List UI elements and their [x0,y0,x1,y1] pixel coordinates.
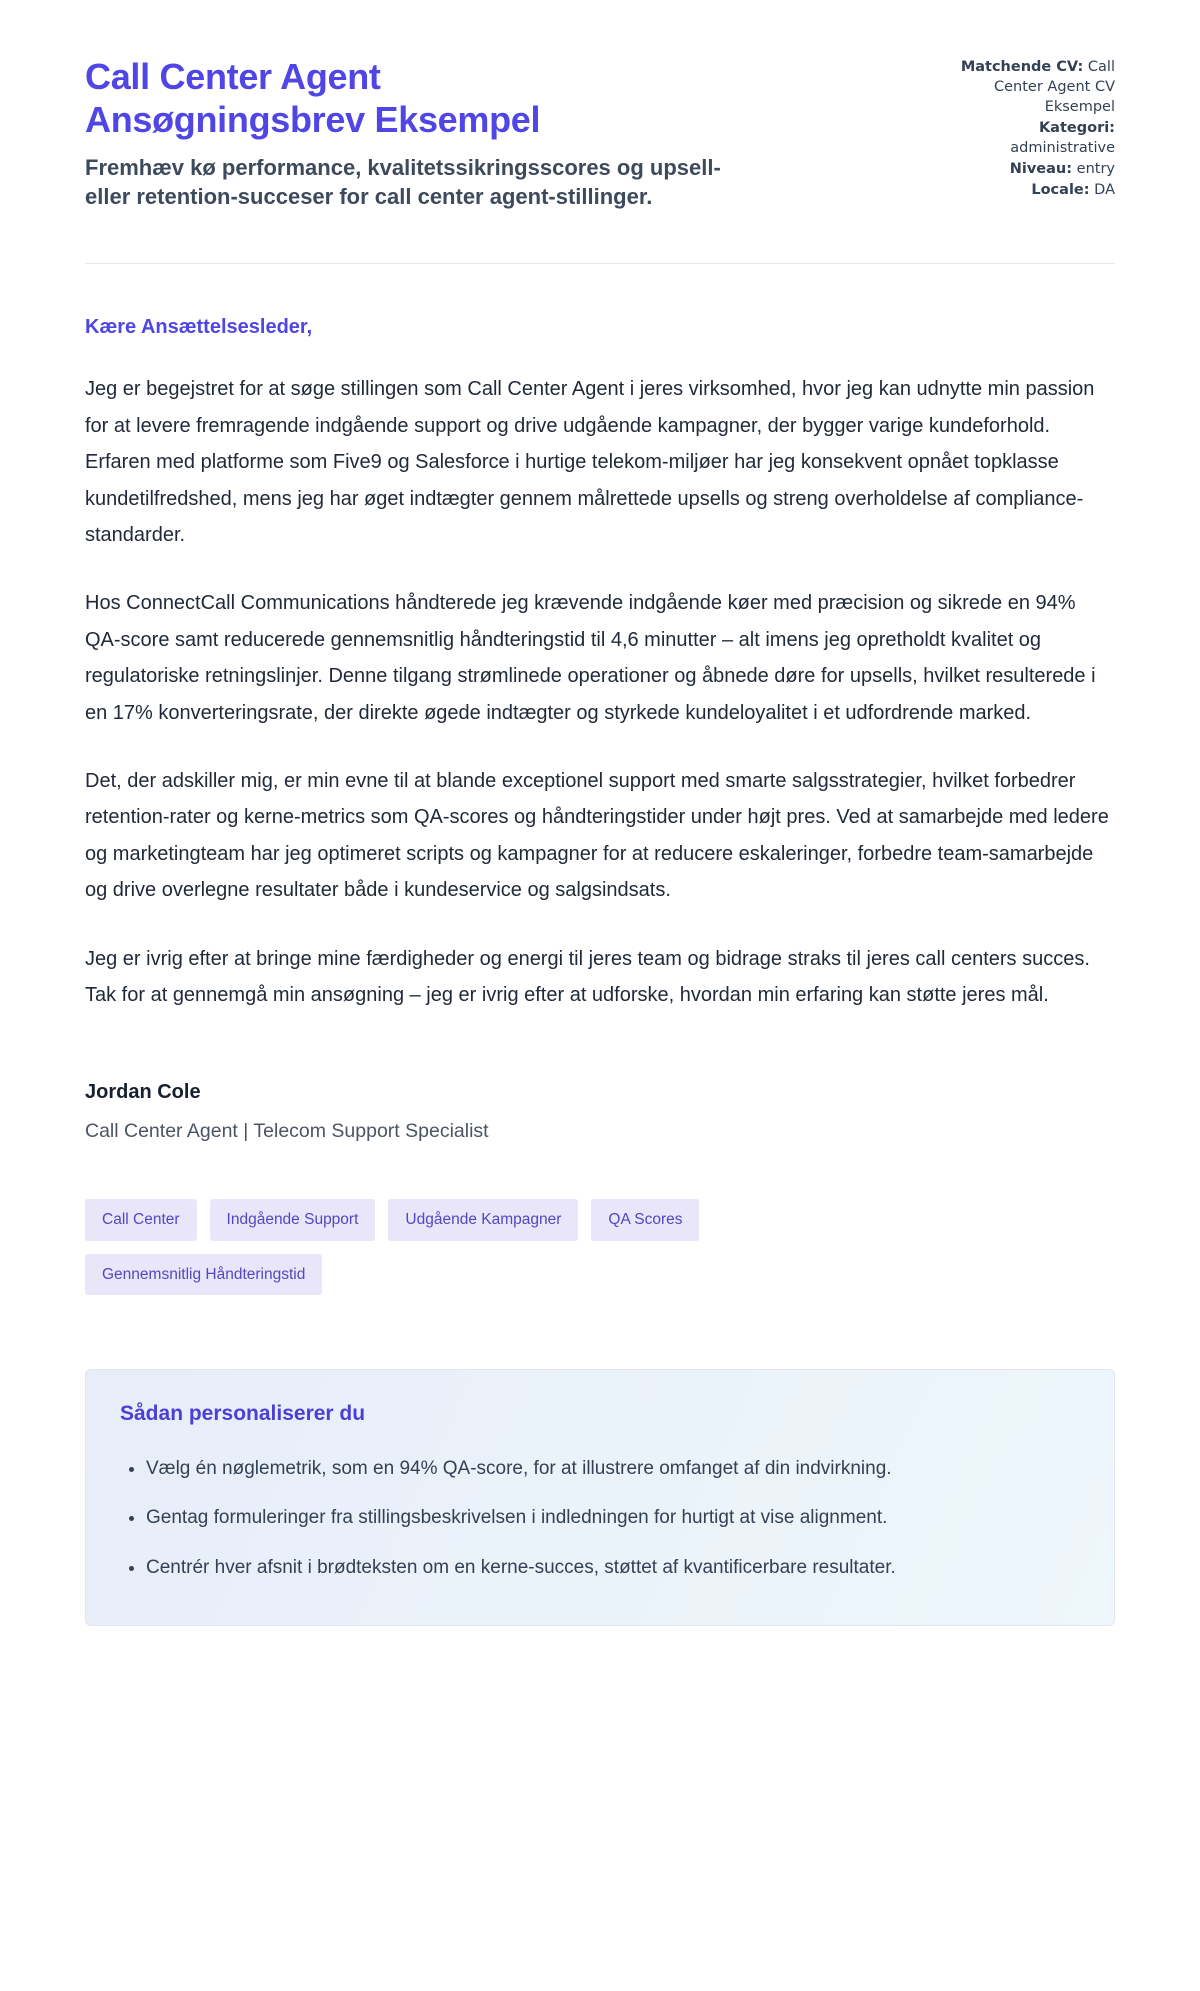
page-title-line-1: Call Center Agent [85,56,381,97]
tag-average-handle-time: Gennemsnitlig Håndteringstid [85,1254,322,1296]
tag-qa-scores: QA Scores [591,1199,699,1241]
meta-label: Kategori: [1038,120,1115,136]
tips-item: • Centrér hver afsnit i brødteksten om en kerne-succes, støttet af kvantificerbare resultater. [146,1551,1080,1585]
letter-paragraph: Jeg er ivrig efter at bringe mine færdigheder og energi til jeres team og bidrage straks til jeres call centers succes. Tak for at gennemgå min ansøgning – jeg er ivrig efter at udforske, hvordan min erfaring kan støtte jeres mål. [85,947,1090,1006]
page-subtitle: Fremhæv kø performance, kvalitetssikringsscores og upsell- eller retention-succeser for call center agent-stillinger. [85,155,721,210]
letter-paragraph: Det, der adskiller mig, er min evne til at blande exceptionel support med smarte salgsstrategier, hvilket forbedrer retention-rater og kerne-metrics som QA-scores og håndteringstider under højt pres. Ved at samarbejde med ledere og marketingteam har jeg optimeret scripts og kampagner for at reducere eskaleringer, forbedre team-samarbejde og drive overlegne resultater både i kundeservice og salgsindsats. [85,769,1109,902]
signature-role: Call Center Agent | Telecom Support Specialist [85,1120,489,1143]
meta-value: Call Center Agent CV Eksempel [994,59,1115,115]
tips-item: • Vælg én nøglemetrik, som en 94% QA-score, for at illustrere omfanget af din indvirkning. [146,1452,1080,1486]
content-container [85,0,1115,1696]
signature-name: Jordan Cole [85,1081,201,1104]
tag-call-center: Call Center [85,1199,197,1241]
meta-value: entry [1076,161,1115,177]
page-header [85,55,1115,211]
meta-row-matching-cv [940,57,1115,117]
meta-block [940,55,1115,201]
letter-body [85,316,1115,1013]
meta-label: Niveau: [1009,161,1073,177]
meta-value: DA [1094,182,1115,198]
tag-list [85,1199,785,1295]
tag-inbound-support: Indgående Support [210,1199,376,1241]
letter-paragraph: Jeg er begejstret for at søge stillingen som Call Center Agent i jeres virksomhed, hvor jeg kan udnytte min passion for at levere fremragende indgående support og drive udgående kampagner, der bygger varige kundeforhold. Erfaren med platforme som Five9 og Salesforce i hurtige telekom-miljøer har jeg konsekvent opnået topklasse kundetilfredshed, mens jeg har øget indtægter gennem målrettede upsells og streng overholdelse af compliance-standarder. [85,378,1095,546]
meta-label: Locale: [1031,182,1090,198]
meta-value: administrative [1010,140,1115,156]
page-title [85,55,735,141]
signature-block [85,1081,1115,1143]
meta-row-level [940,159,1115,179]
personalization-tips-box [85,1369,1115,1626]
tips-heading: Sådan personaliserer du [120,1402,366,1426]
header-left [85,55,735,211]
letter-greeting: Kære Ansættelsesleder, [85,316,313,339]
tag-outbound-campaigns: Udgående Kampagner [388,1199,578,1241]
tips-list [120,1452,1080,1585]
tips-item: • Gentag formuleringer fra stillingsbeskrivelsen i indledningen for hurtigt at vise alignment. [146,1501,1080,1535]
page-title-line-2: Ansøgningsbrev Eksempel [85,99,541,141]
meta-row-locale [940,180,1115,200]
meta-label: Matchende CV: [960,59,1084,75]
header-divider [85,263,1115,264]
meta-row-category [940,118,1115,158]
letter-paragraph: Hos ConnectCall Communications håndterede jeg krævende indgående køer med præcision og sikrede en 94% QA-score samt reducerede gennemsnitlig håndteringstid til 4,6 minutter – alt imens jeg opretholdt kvalitet og regulatoriske retningslinjer. Denne tilgang strømlinede operationer og åbnede døre for upsells, hvilket resulterede i en 17% konverteringsrate, der direkte øgede indtægter og styrkede kundeloyalitet i et udfordrende marked. [85,592,1096,724]
